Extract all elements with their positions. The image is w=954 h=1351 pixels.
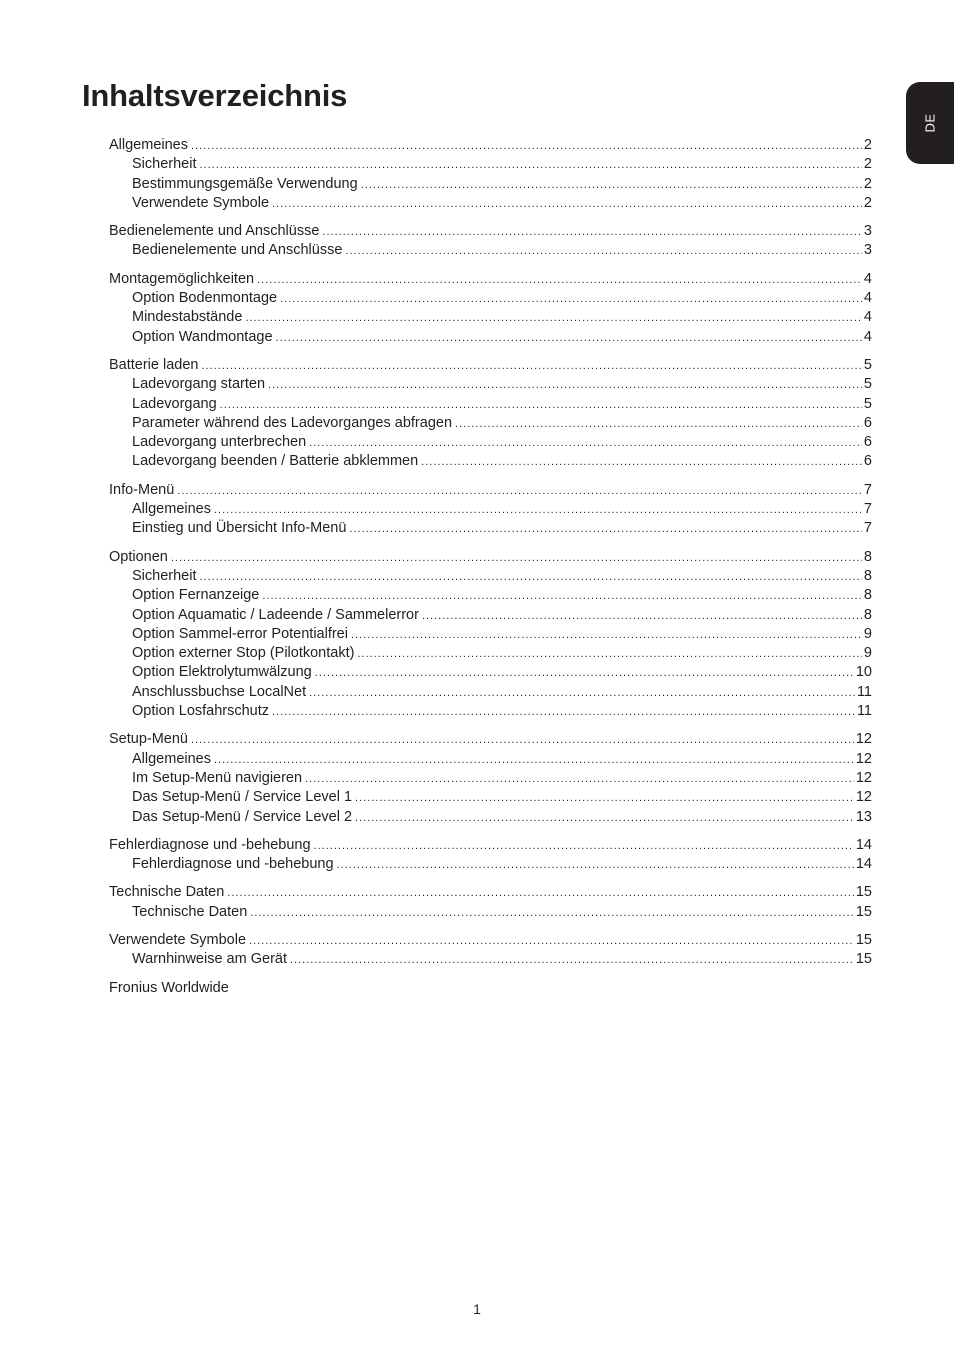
page-title: Inhaltsverzeichnis	[82, 78, 348, 113]
toc-subentry[interactable]	[109, 950, 872, 969]
dot-leader	[305, 770, 854, 789]
toc-page-number: 2	[863, 194, 872, 211]
toc-entry-label: Batterie laden	[109, 356, 199, 373]
toc-entry-label: Option Bodenmontage	[132, 290, 278, 307]
toc-page-number: 12	[855, 769, 872, 786]
dot-leader	[455, 415, 862, 434]
toc-page-number: 8	[863, 606, 872, 623]
toc-page-number: 4	[863, 290, 872, 307]
toc-entry-label: Ladevorgang starten	[132, 376, 266, 393]
toc-subentry[interactable]	[109, 433, 872, 452]
dot-leader	[361, 176, 862, 195]
toc-subentry[interactable]	[109, 194, 872, 213]
dot-leader	[262, 587, 862, 606]
dot-leader	[268, 376, 862, 395]
dot-leader	[220, 396, 862, 415]
toc-entry-label: Verwendete Symbole	[109, 931, 247, 948]
toc-page-number: 12	[855, 750, 872, 767]
toc-entry-label: Option Fernanzeige	[132, 587, 260, 604]
toc-page-number: 9	[863, 625, 872, 642]
dot-leader	[355, 789, 854, 808]
toc-entry-label: Option Aquamatic / Ladeende / Sammelerror	[132, 606, 419, 623]
toc-subentry[interactable]	[109, 328, 872, 347]
toc-section	[109, 270, 872, 347]
toc-section	[109, 548, 872, 722]
dot-leader	[257, 271, 862, 290]
toc-section	[109, 883, 872, 922]
dot-leader	[177, 482, 862, 501]
toc-page-number: 7	[863, 481, 872, 498]
toc-page-number: 4	[863, 270, 872, 287]
page-number: 1	[473, 1301, 481, 1317]
toc-page-number: 6	[863, 453, 872, 470]
dot-leader	[357, 645, 861, 664]
toc-entry-label: Bestimmungsgemäße Verwendung	[132, 175, 358, 192]
toc-page-number: 5	[863, 356, 872, 373]
dot-leader	[322, 223, 862, 242]
toc-entry-label: Das Setup-Menü / Service Level 2	[132, 808, 353, 825]
toc-subentry[interactable]	[109, 308, 872, 327]
language-tab	[906, 82, 954, 164]
dot-leader	[315, 664, 854, 683]
toc-entry-label: Mindestabstände	[132, 309, 243, 326]
toc-entry-label: Fehlerdiagnose und -behebung	[109, 836, 311, 853]
toc-page-number: 5	[863, 376, 872, 393]
dot-leader	[199, 156, 861, 175]
toc-entry-label: Ladevorgang	[132, 395, 217, 412]
toc-page-number: 8	[863, 567, 872, 584]
toc-entry[interactable]	[109, 883, 872, 902]
toc-entry-label: Warnhinweise am Gerät	[132, 951, 287, 968]
dot-leader	[191, 137, 862, 156]
dot-leader	[214, 501, 862, 520]
toc-entry-label: Bedienelemente und Anschlüsse	[132, 242, 343, 259]
toc-subentry[interactable]	[109, 586, 872, 605]
toc-entry[interactable]	[109, 548, 872, 567]
toc-subentry[interactable]	[109, 567, 872, 586]
toc-entry[interactable]	[109, 836, 872, 855]
toc-subentry[interactable]	[109, 683, 872, 702]
toc-page-number: 15	[855, 931, 872, 948]
toc-page-number: 8	[863, 587, 872, 604]
toc-section	[109, 356, 872, 472]
toc-page-number: 15	[855, 951, 872, 968]
toc-section	[109, 730, 872, 826]
toc-section	[109, 931, 872, 970]
toc-entry-label: Ladevorgang unterbrechen	[132, 434, 307, 451]
toc-entry-label: Montagemöglichkeiten	[109, 270, 255, 287]
toc-entry[interactable]	[109, 730, 872, 749]
toc-subentry[interactable]	[109, 644, 872, 663]
toc-entry-label: Sicherheit	[132, 156, 197, 173]
toc-page-number: 8	[863, 548, 872, 565]
dot-leader	[337, 856, 854, 875]
toc-subentry[interactable]	[109, 663, 872, 682]
toc-entry-label: Technische Daten	[132, 903, 248, 920]
toc-subentry[interactable]	[109, 519, 872, 538]
dot-leader	[227, 884, 854, 903]
toc-section	[109, 481, 872, 539]
dot-leader	[245, 309, 861, 328]
dot-leader	[249, 932, 854, 951]
dot-leader	[345, 242, 862, 261]
toc-entry-label: Allgemeines	[132, 501, 211, 518]
toc-subentry[interactable]	[109, 289, 872, 308]
toc-section	[109, 222, 872, 261]
dot-leader	[355, 809, 854, 828]
toc-subentry[interactable]	[109, 395, 872, 414]
toc-section	[109, 979, 872, 998]
toc-entry-label: Option Elektrolytumwälzung	[132, 664, 312, 681]
toc-entry-label: Das Setup-Menü / Service Level 1	[132, 789, 353, 806]
toc-subentry[interactable]	[109, 175, 872, 194]
toc-page-number: 11	[856, 703, 872, 720]
toc-subentry[interactable]	[109, 750, 872, 769]
toc-page-number: 7	[863, 520, 872, 537]
toc-entry[interactable]	[109, 270, 872, 289]
toc-page-number: 3	[863, 242, 872, 259]
toc-subentry[interactable]	[109, 903, 872, 922]
toc-page-number: 10	[855, 664, 872, 681]
dot-leader	[191, 731, 854, 750]
toc-entry[interactable]	[109, 356, 872, 375]
dot-leader	[290, 951, 854, 970]
toc-subentry[interactable]	[109, 625, 872, 644]
dot-leader	[199, 568, 861, 587]
language-tab-label: DE	[922, 113, 938, 133]
toc-subentry[interactable]	[109, 855, 872, 874]
toc-entry[interactable]	[109, 979, 872, 998]
toc-entry-label: Option externer Stop (Pilotkontakt)	[132, 645, 355, 662]
table-of-contents	[109, 136, 872, 1007]
dot-leader	[272, 703, 855, 722]
toc-subentry[interactable]	[109, 375, 872, 394]
toc-page-number: 12	[855, 789, 872, 806]
toc-entry-label: Option Losfahrschutz	[132, 703, 270, 720]
toc-entry-label: Allgemeines	[109, 137, 188, 153]
dot-leader	[309, 684, 855, 703]
toc-page-number: 14	[855, 856, 872, 873]
toc-subentry[interactable]	[109, 702, 872, 721]
dot-leader	[351, 626, 862, 645]
toc-subentry[interactable]	[109, 769, 872, 788]
toc-page-number: 4	[863, 309, 872, 326]
toc-page-number: 3	[863, 223, 872, 240]
toc-page-number: 6	[863, 434, 872, 451]
toc-page-number: 5	[863, 395, 872, 412]
toc-entry[interactable]	[109, 931, 872, 950]
dot-leader	[276, 329, 862, 348]
toc-page-number: 2	[863, 156, 872, 173]
toc-entry-label: Allgemeines	[132, 750, 211, 767]
toc-subentry[interactable]	[109, 788, 872, 807]
toc-page-number: 12	[855, 731, 872, 748]
dot-leader	[272, 195, 862, 214]
toc-entry-label: Im Setup-Menü navigieren	[132, 769, 303, 786]
toc-entry-label: Sicherheit	[132, 567, 197, 584]
toc-page-number: 9	[863, 645, 872, 662]
toc-subentry[interactable]	[109, 414, 872, 433]
toc-section	[109, 836, 872, 875]
toc-subentry[interactable]	[109, 808, 872, 827]
dot-leader	[421, 453, 862, 472]
toc-entry-label: Fronius Worldwide	[109, 979, 229, 996]
toc-entry-label: Optionen	[109, 548, 168, 565]
dot-leader	[349, 520, 862, 539]
toc-entry-label: Fehlerdiagnose und -behebung	[132, 856, 334, 873]
toc-entry-label: Info-Menü	[109, 481, 175, 498]
toc-entry-label: Parameter während des Ladevorganges abfragen	[132, 414, 453, 431]
toc-entry[interactable]	[109, 481, 872, 500]
toc-entry-label: Option Wandmontage	[132, 328, 273, 345]
toc-entry[interactable]	[109, 222, 872, 241]
toc-entry-label: Setup-Menü	[109, 731, 188, 748]
toc-entry-label: Bedienelemente und Anschlüsse	[109, 223, 320, 240]
toc-entry-label: Option Sammel-error Potentialfrei	[132, 625, 348, 642]
toc-page-number: 2	[863, 175, 872, 192]
toc-page-number: 14	[855, 836, 872, 853]
toc-entry[interactable]	[109, 136, 872, 155]
toc-section	[109, 136, 872, 213]
toc-subentry[interactable]	[109, 155, 872, 174]
toc-entry-label: Verwendete Symbole	[132, 194, 270, 211]
toc-subentry[interactable]	[109, 241, 872, 260]
toc-page-number: 7	[863, 501, 872, 518]
dot-leader	[314, 837, 854, 856]
dot-leader	[250, 904, 854, 923]
dot-leader	[171, 549, 862, 568]
toc-subentry[interactable]	[109, 452, 872, 471]
toc-page-number: 11	[856, 683, 872, 700]
toc-entry-label: Anschlussbuchse LocalNet	[132, 683, 307, 700]
toc-entry-label: Technische Daten	[109, 884, 225, 901]
toc-page-number: 15	[855, 903, 872, 920]
toc-page-number: 6	[863, 414, 872, 431]
dot-leader	[280, 290, 862, 309]
toc-subentry[interactable]	[109, 606, 872, 625]
toc-page-number: 2	[863, 137, 872, 153]
dot-leader	[422, 607, 862, 626]
dot-leader	[201, 357, 861, 376]
toc-entry-label: Ladevorgang beenden / Batterie abklemmen	[132, 453, 419, 470]
toc-entry-label: Einstieg und Übersicht Info-Menü	[132, 520, 347, 537]
dot-leader	[309, 434, 862, 453]
toc-page-number: 13	[855, 808, 872, 825]
toc-page-number: 4	[863, 328, 872, 345]
dot-leader	[214, 751, 854, 770]
toc-subentry[interactable]	[109, 500, 872, 519]
toc-page-number: 15	[855, 884, 872, 901]
